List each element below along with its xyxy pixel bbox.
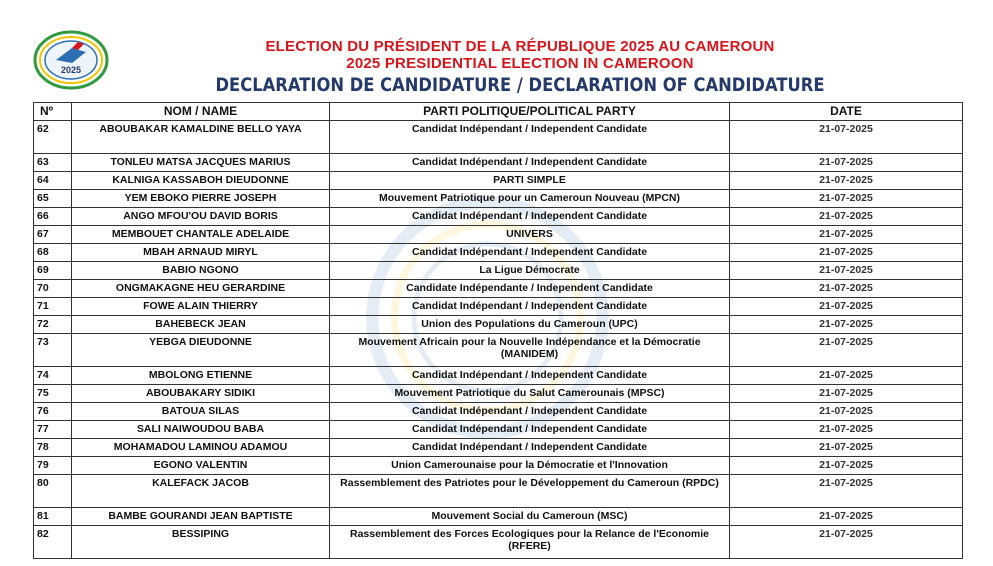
candidate-number: 66	[34, 208, 72, 226]
candidate-name: ABOUBAKAR KAMALDINE BELLO YAYA	[72, 121, 330, 154]
declaration-date: 21-07-2025	[730, 298, 963, 316]
candidate-party: Candidat Indépendant / Independent Candidate	[330, 121, 730, 154]
candidate-party: Mouvement Social du Cameroun (MSC)	[330, 508, 730, 526]
candidate-number: 68	[34, 244, 72, 262]
candidate-number: 79	[34, 457, 72, 475]
declaration-date: 21-07-2025	[730, 244, 963, 262]
candidate-number: 67	[34, 226, 72, 244]
candidate-number: 69	[34, 262, 72, 280]
candidate-party: Candidat Indépendant / Independent Candidate	[330, 421, 730, 439]
table-row	[34, 280, 963, 298]
table-row	[34, 457, 963, 475]
candidate-name: BABIO NGONO	[72, 262, 330, 280]
candidate-party: Candidat Indépendant / Independent Candidate	[330, 367, 730, 385]
candidate-name: KALEFACK JACOB	[72, 475, 330, 508]
table-row	[34, 334, 963, 367]
candidate-name: YEM EBOKO PIERRE JOSEPH	[72, 190, 330, 208]
candidate-name: ONGMAKAGNE HEU GERARDINE	[72, 280, 330, 298]
declaration-date: 21-07-2025	[730, 172, 963, 190]
table-row	[34, 439, 963, 457]
declaration-date: 21-07-2025	[730, 385, 963, 403]
candidate-number: 75	[34, 385, 72, 403]
candidate-party: Rassemblement des Forces Ecologiques pour la Relance de l'Economie (RFERE)	[330, 526, 730, 559]
document-subtitle: DECLARATION DE CANDIDATURE / DECLARATION OF CANDIDATURE	[215, 74, 825, 96]
declaration-date: 21-07-2025	[730, 226, 963, 244]
candidates-table	[33, 102, 963, 559]
candidate-party: UNIVERS	[330, 226, 730, 244]
declaration-date: 21-07-2025	[730, 262, 963, 280]
declaration-date: 21-07-2025	[730, 208, 963, 226]
candidate-name: MOHAMADOU LAMINOU ADAMOU	[72, 439, 330, 457]
header-party: PARTI POLITIQUE/POLITICAL PARTY	[330, 103, 730, 121]
candidate-party: La Ligue Démocrate	[330, 262, 730, 280]
candidate-number: 62	[34, 121, 72, 154]
declaration-date: 21-07-2025	[730, 508, 963, 526]
candidate-party: Union Camerounaise pour la Démocratie et l'Innovation	[330, 457, 730, 475]
declaration-date: 21-07-2025	[730, 475, 963, 508]
candidate-party: Mouvement Africain pour la Nouvelle Indépendance et la Démocratie (MANIDEM)	[330, 334, 730, 367]
declaration-date: 21-07-2025	[730, 439, 963, 457]
declaration-date: 21-07-2025	[730, 421, 963, 439]
candidate-party: Union des Populations du Cameroun (UPC)	[330, 316, 730, 334]
candidate-party: Candidat Indépendant / Independent Candidate	[330, 244, 730, 262]
table-row	[34, 526, 963, 559]
candidate-name: EGONO VALENTIN	[72, 457, 330, 475]
candidate-name: BATOUA SILAS	[72, 403, 330, 421]
candidate-name: ANGO MFOU'OU DAVID BORIS	[72, 208, 330, 226]
table-row	[34, 172, 963, 190]
candidate-number: 82	[34, 526, 72, 559]
table-row	[34, 208, 963, 226]
declaration-date: 21-07-2025	[730, 154, 963, 172]
table-row	[34, 508, 963, 526]
candidate-number: 80	[34, 475, 72, 508]
candidate-party: Mouvement Patriotique du Salut Camerounais (MPSC)	[330, 385, 730, 403]
declaration-date: 21-07-2025	[730, 403, 963, 421]
declaration-date: 21-07-2025	[730, 367, 963, 385]
table-header-row	[34, 103, 963, 121]
declaration-date: 21-07-2025	[730, 334, 963, 367]
candidate-number: 65	[34, 190, 72, 208]
candidate-party: Rassemblement des Patriotes pour le Développement du Cameroun (RPDC)	[330, 475, 730, 508]
table-row	[34, 421, 963, 439]
svg-text:2025: 2025	[60, 65, 82, 75]
candidate-name: BESSIPING	[72, 526, 330, 559]
table-row	[34, 226, 963, 244]
candidate-party: Candidat Indépendant / Independent Candidate	[330, 208, 730, 226]
candidate-party: Candidat Indépendant / Independent Candidate	[330, 439, 730, 457]
candidate-number: 76	[34, 403, 72, 421]
declaration-date: 21-07-2025	[730, 190, 963, 208]
header-date: DATE	[730, 103, 963, 121]
table-row	[34, 403, 963, 421]
candidate-number: 81	[34, 508, 72, 526]
candidate-name: FOWE ALAIN THIERRY	[72, 298, 330, 316]
candidate-party: PARTI SIMPLE	[330, 172, 730, 190]
declaration-date: 21-07-2025	[730, 316, 963, 334]
candidate-name: ABOUBAKARY SIDIKI	[72, 385, 330, 403]
candidate-name: MBOLONG ETIENNE	[72, 367, 330, 385]
table-row	[34, 298, 963, 316]
candidate-number: 63	[34, 154, 72, 172]
table-row	[34, 244, 963, 262]
table-row	[34, 121, 963, 154]
candidate-party: Candidate Indépendante / Independent Candidate	[330, 280, 730, 298]
candidate-name: MEMBOUET CHANTALE ADELAIDE	[72, 226, 330, 244]
candidate-name: TONLEU MATSA JACQUES MARIUS	[72, 154, 330, 172]
candidate-number: 73	[34, 334, 72, 367]
title-english: 2025 PRESIDENTIAL ELECTION IN CAMEROON	[346, 55, 694, 72]
declaration-date: 21-07-2025	[730, 457, 963, 475]
candidate-number: 78	[34, 439, 72, 457]
table-row	[34, 316, 963, 334]
declaration-date: 21-07-2025	[730, 121, 963, 154]
candidate-name: MBAH ARNAUD MIRYL	[72, 244, 330, 262]
table-row	[34, 262, 963, 280]
title-french: ELECTION DU PRÉSIDENT DE LA RÉPUBLIQUE 2025 AU CAMEROUN	[265, 38, 775, 55]
election-logo	[32, 30, 110, 90]
table-row	[34, 385, 963, 403]
candidate-number: 72	[34, 316, 72, 334]
candidate-party: Candidat Indépendant / Independent Candidate	[330, 403, 730, 421]
candidate-party: Candidat Indépendant / Independent Candidate	[330, 298, 730, 316]
declaration-date: 21-07-2025	[730, 280, 963, 298]
candidate-party: Mouvement Patriotique pour un Cameroun Nouveau (MPCN)	[330, 190, 730, 208]
candidate-name: SALI NAIWOUDOU BABA	[72, 421, 330, 439]
table-row	[34, 154, 963, 172]
header-number: Nº	[34, 103, 72, 121]
candidate-number: 71	[34, 298, 72, 316]
candidate-name: BAMBE GOURANDI JEAN BAPTISTE	[72, 508, 330, 526]
candidate-name: YEBGA DIEUDONNE	[72, 334, 330, 367]
declaration-date: 21-07-2025	[730, 526, 963, 559]
candidate-name: BAHEBECK JEAN	[72, 316, 330, 334]
header-name: NOM / NAME	[72, 103, 330, 121]
table-row	[34, 190, 963, 208]
candidate-name: KALNIGA KASSABOH DIEUDONNE	[72, 172, 330, 190]
candidate-party: Candidat Indépendant / Independent Candidate	[330, 154, 730, 172]
table-row	[34, 367, 963, 385]
candidate-number: 77	[34, 421, 72, 439]
candidate-number: 64	[34, 172, 72, 190]
table-row	[34, 475, 963, 508]
candidate-number: 70	[34, 280, 72, 298]
candidate-number: 74	[34, 367, 72, 385]
